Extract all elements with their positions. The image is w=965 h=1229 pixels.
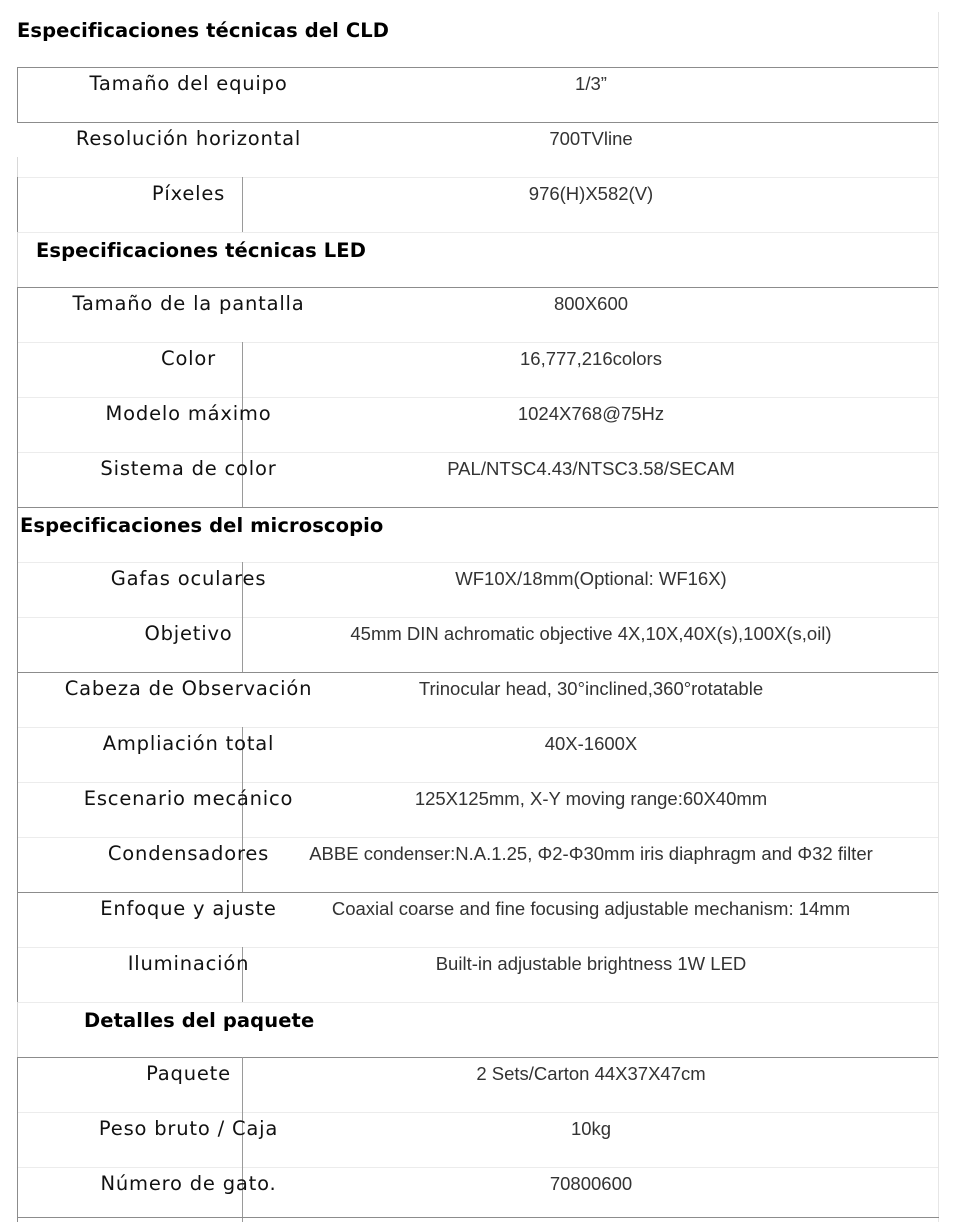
table-row [17, 672, 939, 727]
spec-value: 16,777,216colors [520, 348, 662, 369]
table-row [17, 782, 939, 837]
spec-value: 125X125mm, X-Y moving range:60X40mm [414, 788, 768, 809]
spec-value: PAL/NTSC4.43/NTSC3.58/SECAM [447, 458, 735, 479]
table-row [17, 1112, 939, 1167]
spec-label: Resolución horizontal [75, 127, 302, 150]
spec-label: Tamaño de la pantalla [72, 292, 305, 315]
table-row [17, 617, 939, 672]
section-header-led [17, 232, 939, 287]
table-row [17, 837, 939, 892]
spec-label: Tamaño del equipo [89, 72, 288, 95]
spec-value: 976(H)X582(V) [528, 183, 654, 204]
spec-value: WF10X/18mm(Optional: WF16X) [455, 568, 727, 589]
spec-label: Cabeza de Observación [64, 677, 313, 700]
table-row [17, 947, 939, 1002]
table-row [17, 397, 939, 452]
spec-table [17, 12, 939, 1222]
table-row [17, 562, 939, 617]
spec-value: 10kg [570, 1118, 612, 1139]
spec-label: Píxeles [151, 182, 226, 205]
spec-label: Escenario mecánico [83, 787, 294, 810]
section-title: Especificaciones técnicas LED [36, 239, 367, 262]
table-row [17, 342, 939, 397]
table-row [17, 1057, 939, 1112]
spec-value: Trinocular head, 30°inclined,360°rotatable [418, 678, 764, 699]
spec-label: Color [161, 347, 216, 370]
spec-label: Número de gato. [100, 1172, 277, 1195]
spec-label: Enfoque y ajuste [100, 897, 277, 920]
spec-label: Condensadores [107, 842, 270, 865]
section-title: Especificaciones del microscopio [20, 514, 384, 537]
spec-label: Objetivo [144, 622, 233, 645]
spec-value: 2 Sets/Carton 44X37X47cm [476, 1063, 706, 1084]
spec-value: 70800600 [549, 1173, 633, 1194]
table-row [17, 452, 939, 507]
table-bottom-border [17, 1217, 939, 1218]
table-row [17, 122, 939, 177]
section-title: Especificaciones técnicas del CLD [17, 19, 390, 42]
spec-value: 800X600 [553, 293, 629, 314]
spec-value: 40X-1600X [544, 733, 638, 754]
spec-value: 45mm DIN achromatic objective 4X,10X,40X(s),100X(s,oil) [350, 623, 832, 644]
spec-label: Sistema de color [100, 457, 277, 480]
section-header-cld [17, 12, 939, 67]
spec-value: 700TVline [549, 128, 633, 149]
spec-label: Gafas oculares [110, 567, 267, 590]
spec-value: ABBE condenser:N.A.1.25, Φ2-Φ30mm iris diaphragm and Φ32 filter [309, 843, 873, 864]
spec-label: Peso bruto / Caja [98, 1117, 279, 1140]
spec-value: 1024X768@75Hz [517, 403, 665, 424]
section-header-package [17, 1002, 939, 1057]
section-title: Detalles del paquete [84, 1009, 315, 1032]
spec-label: Ampliación total [102, 732, 275, 755]
table-row [17, 287, 939, 342]
table-row [17, 1167, 939, 1222]
spec-label: Iluminación [127, 952, 250, 975]
spec-value: Built-in adjustable brightness 1W LED [435, 953, 747, 974]
table-row [17, 727, 939, 782]
table-row [17, 67, 939, 122]
table-row [17, 892, 939, 947]
spec-value: 1/3” [575, 73, 607, 94]
spec-label: Paquete [146, 1062, 231, 1085]
spec-value: Coaxial coarse and fine focusing adjustable mechanism: 14mm [331, 898, 851, 919]
table-row [17, 177, 939, 232]
spec-label: Modelo máximo [105, 402, 272, 425]
section-header-microscope [17, 507, 939, 562]
